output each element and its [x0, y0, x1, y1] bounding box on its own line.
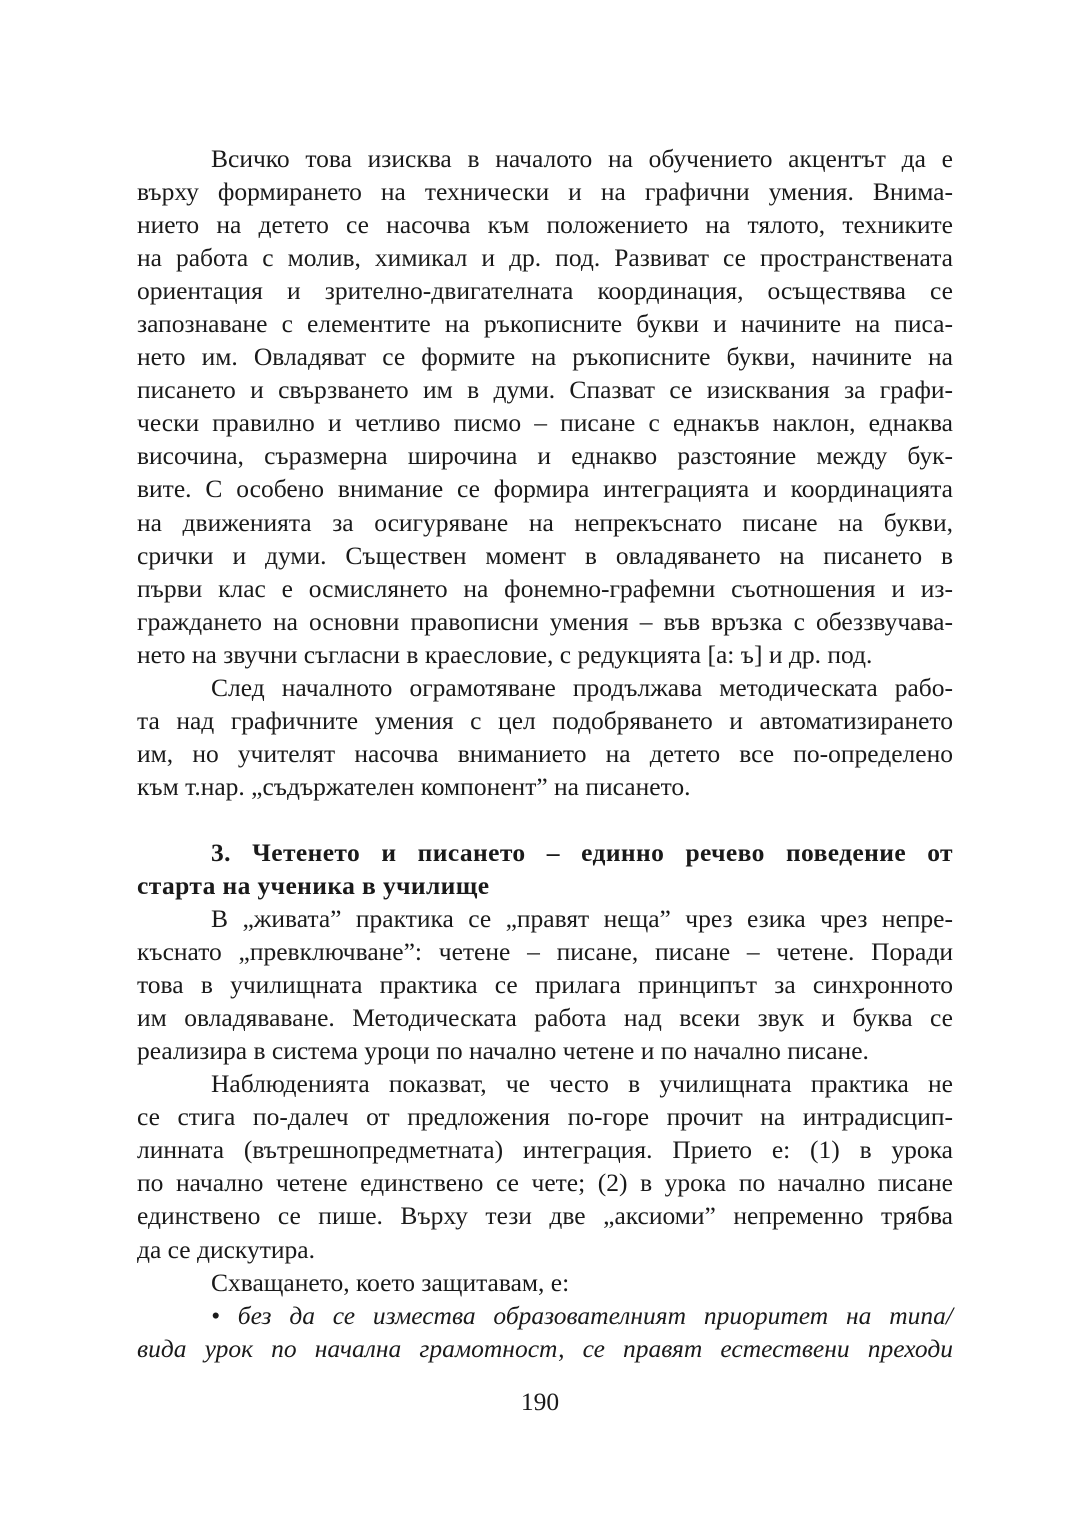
paragraph-3: [137, 902, 953, 1067]
bullet-line: • без да се измества образователният приоритет на типа/: [211, 1300, 953, 1330]
text-line: нето им. Овладяват се формите на ръкописните букви, начините на: [137, 342, 953, 372]
heading-line: старта на ученика в училище: [137, 870, 490, 900]
text-line: се стига по-далеч от предложения по-горе прочит на интрадисцип-: [137, 1102, 953, 1132]
text-line: това в училищната практика се прилага принципът за синхронното: [137, 970, 953, 1000]
paragraph-2: [137, 671, 953, 803]
text-line: срички и думи. Съществен момент в овладяването на писането в: [137, 540, 953, 570]
paragraph-1: [137, 142, 953, 671]
paragraph-4: [137, 1067, 953, 1265]
text-line: ориентация и зрително-двигателната координация, осъществява се: [137, 276, 953, 306]
text-line: След началното ограмотяване продължава методическата рабо-: [211, 672, 953, 702]
page-body: [137, 142, 953, 1365]
section-spacer: [137, 803, 953, 836]
bullet-line: вида урок по начална грамотност, се правят естествени преходи: [137, 1333, 953, 1363]
text-line: на движенията за осигуряване на непрекъснато писане на букви,: [137, 507, 953, 537]
text-line: им, но учителят насочва вниманието на детето все по-определено: [137, 738, 953, 768]
text-line: на работа с молив, химикал и др. под. Развиват се пространствената: [137, 243, 953, 273]
text-line: върху формирането на технически и на графични умения. Внима-: [137, 177, 953, 207]
text-line: чески правилно и четливо писмо – писане с еднакъв наклон, еднаква: [137, 408, 953, 438]
text-line: линната (вътрешнопредметната) интеграция. Прието е: (1) в урока: [137, 1135, 953, 1165]
paragraph-5: [137, 1266, 953, 1299]
text-line: нието на детето се насочва към положението на тялото, техниките: [137, 210, 953, 240]
text-line: по начално четене единствено се чете; (2) в урока по начално писане: [137, 1168, 953, 1198]
text-line: къснато „превключване”: четене – писане, писане – четене. Поради: [137, 937, 953, 967]
text-line: вите. С особено внимание се формира интеграцията и координацията: [137, 474, 953, 504]
text-line: към т.нар. „съдържателен компонент” на писането.: [137, 771, 691, 801]
text-line: първи клас е осмислянето на фонемно-графемни съотношения и из-: [137, 573, 953, 603]
text-line: единствено се пише. Върху тези две „аксиоми” непременно трябва: [137, 1201, 953, 1231]
text-line: реализира в система уроци по начално четене и по начално писане.: [137, 1036, 869, 1066]
text-line: та над графичните умения с цел подобряването и автоматизирането: [137, 705, 953, 735]
text-line: нето на звучни съгласни в краесловие, с редукцията [а: ъ] и др. под.: [137, 639, 873, 669]
text-line: височина, съразмерна широчина и еднакво разстояние между бук-: [137, 441, 953, 471]
heading-line: 3. Четенето и писането – единно речево поведение от: [211, 837, 953, 867]
text-line: В „живата” практика се „правят неща” чрез езика чрез непре-: [211, 904, 953, 934]
text-line: граждането на основни правописни умения – във връзка с обеззвучава-: [137, 606, 953, 636]
bullet-item: [137, 1299, 953, 1365]
text-line: да се дискутира.: [137, 1234, 315, 1264]
text-line: им овладяваване. Методическата работа над всеки звук и буква се: [137, 1003, 953, 1033]
page-number: 190: [520, 1387, 560, 1416]
section-heading: [137, 836, 953, 902]
text-line: Наблюденията показват, че често в училищната практика не: [211, 1069, 953, 1099]
text-line: запознаване с елементите на ръкописните букви и начините на писа-: [137, 309, 953, 339]
text-line: Всичко това изисква в началото на обучението акцентът да е: [211, 144, 953, 173]
text-line: писането и свързването им в думи. Спазват се изисквания за графи-: [137, 375, 953, 405]
text-line: Схващането, което защитавам, е:: [211, 1267, 570, 1297]
